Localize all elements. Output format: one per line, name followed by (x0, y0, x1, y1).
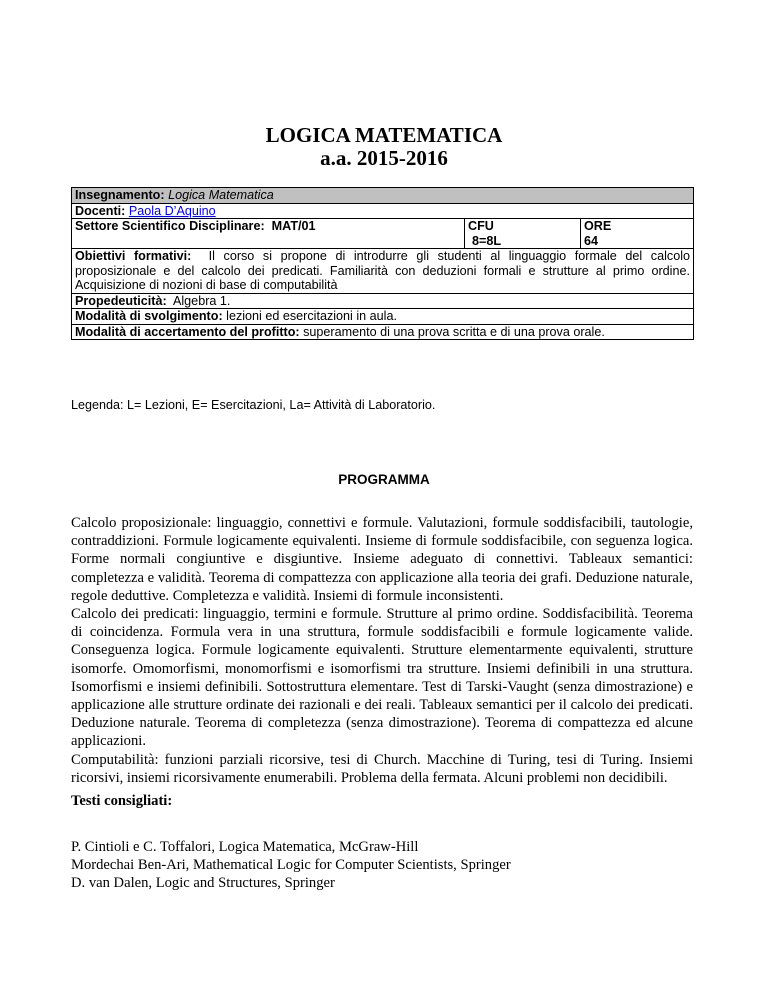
ore-label: ORE (584, 219, 612, 233)
testo-item: P. Cintioli e C. Toffalori, Logica Matematica, McGraw-Hill (71, 839, 419, 855)
propedeuticita-label: Propedeuticità: (75, 293, 167, 308)
testo-item: Mordechai Ben-Ari, Mathematical Logic for Computer Scientists, Springer (71, 857, 511, 874)
cfu-label: CFU (468, 219, 494, 233)
testi-heading: Testi consigliati: (71, 793, 173, 809)
obiettivi-value: Il corso si propone di introdurre gli studenti al linguaggio formale del calcolo proposizionale e del calcolo dei predicati. Familiarità con deduzioni formali e strutture al primo ordine. Acquisizione di nozioni di base di computabilità (75, 249, 690, 292)
row-obiettivi (72, 249, 694, 294)
course-info-table (71, 187, 694, 340)
row-propedeuticita (72, 293, 694, 309)
insegnamento-value: Logica Matematica (168, 188, 274, 202)
testi-list (71, 838, 693, 893)
row-modalita-svolgimento (72, 309, 694, 325)
testo-item: D. van Dalen, Logic and Structures, Springer (71, 875, 335, 892)
programma-paragraph-computabilita: Computabilità: funzioni parziali ricorsive, tesi di Church. Macchine di Turing, tesi di Turing. Insiemi ricorsivi, insiemi ricorsivamente enumerabili. Problema della fermata. Alcuni problemi non decidibili. (71, 751, 693, 786)
ore-value: 64 (584, 233, 599, 248)
settore-value: MAT/01 (271, 219, 316, 233)
insegnamento-label: Insegnamento: (75, 188, 165, 202)
row-docenti (72, 203, 694, 219)
row-modalita-accertamento (72, 324, 694, 340)
row-settore (72, 219, 694, 249)
cfu-value: 8=8L (472, 233, 502, 248)
modalita-accertamento-value: superamento di una prova scritta e di una prova orale. (303, 324, 605, 339)
programma-heading: PROGRAMMA (338, 472, 430, 487)
programma-paragraph-proposizionale: Calcolo proposizionale: linguaggio, connettivi e formule. Valutazioni, formule soddisfacibili, tautologie, contraddizioni. Formule logicamente equivalenti. Insieme di formule soddisfacibile, con seguenza logica. Forme normali congiuntive e disgiuntive. Insieme adeguato di connettivi. Tableaux semantici: completezza e validità. Teorema di compattezza con applicazione alla teoria dei grafi. Deduzione naturale, regole deduttive. Completezza e validità. Insiemi di formule inconsistenti. (71, 515, 693, 604)
docente-link[interactable]: Paola D’Aquino (128, 203, 216, 218)
modalita-svolgimento-value: lezioni ed esercitazioni in aula. (226, 309, 397, 323)
programma-paragraph-predicati: Calcolo dei predicati: linguaggio, termini e formule. Strutture al primo ordine. Soddisfacibilità. Teorema di coincidenza. Formula vera in una struttura, formule soddisfacibili e formule logicamente valide. Conseguenza logica. Formule logicamente equivalenti. Strutture elementarmente equivalenti, strutture isomorfe. Omomorfismi, monomorfismi e isomorfismi tra strutture. Insiemi definibili in una struttura. Isomorfismi e insiemi definibili. Sottostruttura elementare. Test di Tarski-Vaught (senza dimostrazione) e applicazione alle strutture ordinate dei razionali e dei reali. Tableaux semantici per il calcolo dei predicati. Deduzione naturale. Teorema di completezza (senza dimostrazione). Teorema di compattezza ed alcune applicazioni. (71, 606, 693, 750)
programma-body (71, 514, 693, 787)
propedeuticita-value: Algebra 1. (172, 293, 231, 308)
course-title: LOGICA MATEMATICA (265, 123, 503, 147)
legend-text: Legenda: L= Lezioni, E= Esercitazioni, La= Attività di Laboratorio. (71, 398, 436, 412)
academic-year: a.a. 2015-2016 (320, 146, 448, 170)
row-insegnamento (72, 188, 694, 204)
settore-label: Settore Scientifico Disciplinare: (75, 219, 265, 233)
obiettivi-label: Obiettivi formativi: (75, 249, 192, 263)
modalita-svolgimento-label: Modalità di svolgimento: (75, 309, 223, 323)
modalita-accertamento-label: Modalità di accertamento del profitto: (75, 324, 300, 339)
docenti-label: Docenti: (75, 203, 126, 218)
